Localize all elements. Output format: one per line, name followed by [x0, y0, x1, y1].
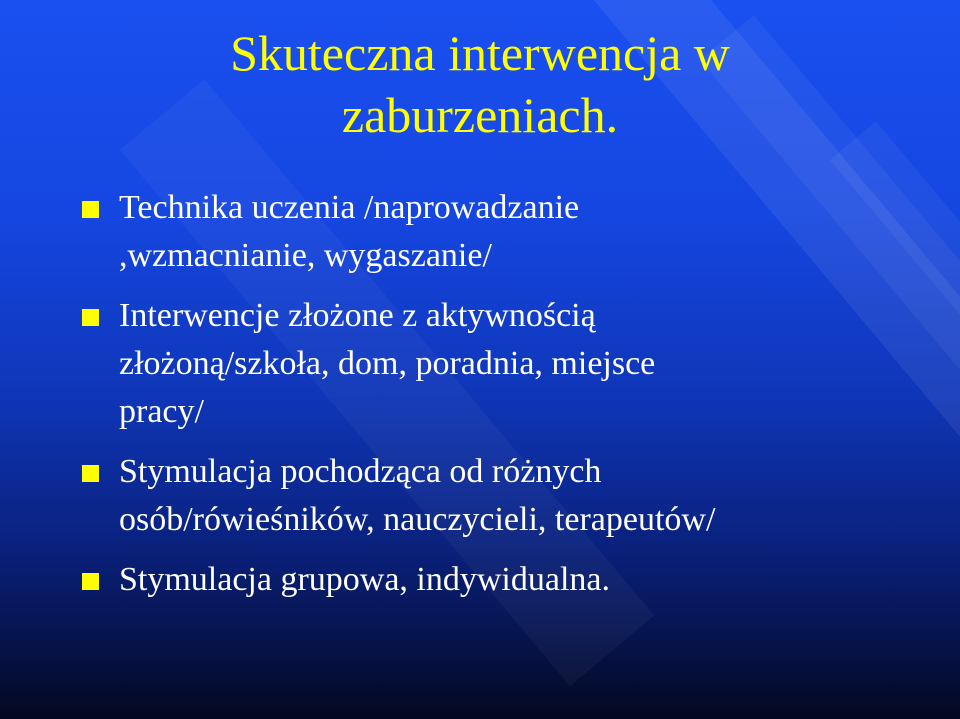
yellow-square-bullet-icon — [82, 309, 99, 326]
bullet-text-line: Technika uczenia /naprowadzanie — [119, 189, 580, 226]
yellow-square-bullet-icon — [82, 465, 99, 482]
bullet-text-line: złożoną/szkoła, dom, poradnia, miejsce — [119, 345, 656, 382]
slide-title-line: zaburzeniach. — [341, 87, 619, 143]
bullet-text — [119, 292, 942, 436]
slide-title-line: Skuteczna interwencja w — [230, 25, 730, 81]
bullet-text — [119, 184, 942, 280]
yellow-square-bullet-icon — [82, 573, 99, 590]
bullet-item — [82, 292, 942, 436]
bullet-item — [82, 556, 942, 604]
bullet-text — [119, 448, 942, 544]
bullet-list — [82, 184, 942, 616]
yellow-square-bullet-icon — [82, 201, 99, 218]
bullet-text-line: osób/rówieśników, nauczycieli, terapeutów/ — [119, 501, 716, 538]
bullet-text — [119, 556, 942, 604]
bullet-text-line: Interwencje złożone z aktywnością — [119, 297, 596, 334]
bullet-text-line: ,wzmacnianie, wygaszanie/ — [119, 237, 492, 274]
bullet-text-line: Stymulacja pochodząca od różnych — [119, 453, 602, 490]
bullet-text-line: pracy/ — [119, 393, 204, 430]
bullet-item — [82, 448, 942, 544]
slide-title — [0, 22, 960, 146]
bullet-item — [82, 184, 942, 280]
bullet-text-line: Stymulacja grupowa, indywidualna. — [119, 561, 611, 598]
